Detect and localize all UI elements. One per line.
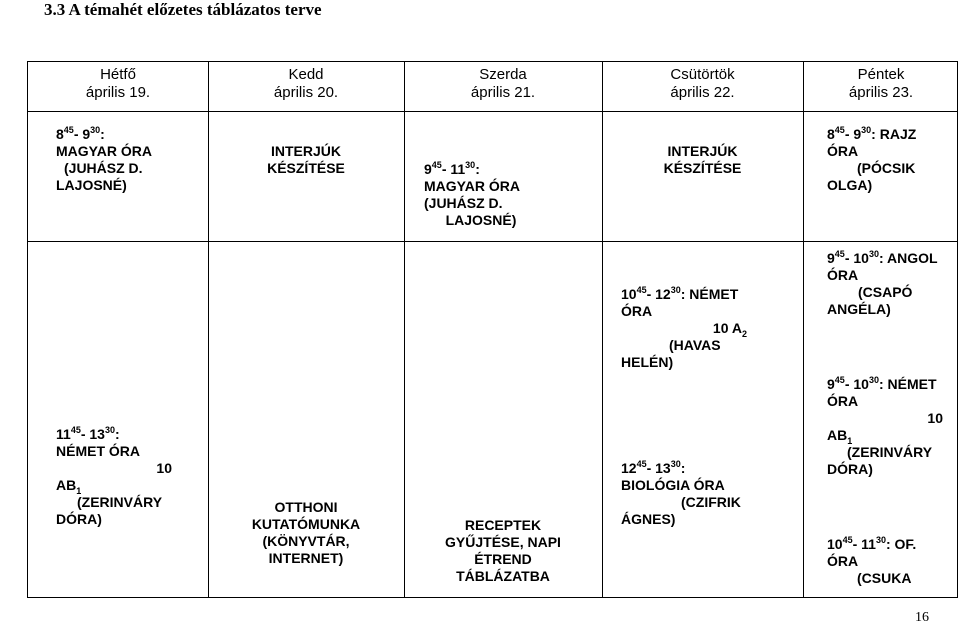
entry-monday-1: $8^{45}-$ $9^{30}$: MAGYAR ÓRA (JUHÁSZ D. LAJOSNÉ) xyxy=(56,125,152,193)
schedule-table xyxy=(27,61,958,598)
day-header-monday: Hétfő április 19. xyxy=(85,66,151,101)
day-header-friday: Péntek április 23. xyxy=(848,66,914,101)
entry-friday-2c: $10^{45}-$ $11^{30}$: OF. ÓRA (CSUKA xyxy=(827,535,917,586)
row-divider xyxy=(28,111,957,112)
column-divider xyxy=(803,62,804,597)
page-number: 16 xyxy=(915,610,929,625)
entry-wednesday-1: $9^{45}-$ $11^{30}$: MAGYAR ÓRA (JUHÁSZ D. LAJOSNÉ) xyxy=(424,160,520,228)
entry-tuesday-1: INTERJÚK KÉSZÍTÉSE xyxy=(267,143,345,176)
entry-friday-2b: $9^{45}-$ $10^{30}$: NÉMET ÓRA 10 $AB_1$ (ZERINVÁRY DÓRA) xyxy=(827,375,943,477)
day-header-tuesday: Kedd április 20. xyxy=(273,66,339,101)
entry-friday-2a: $9^{45}-$ $10^{30}$: ANGOL ÓRA (CSAPÓ ANGÉLA) xyxy=(827,249,938,317)
page-heading: 3.3 A témahét előzetes táblázatos terve xyxy=(44,0,322,19)
entry-thursday-2a: $10^{45}-$ $12^{30}$: NÉMET ÓRA 10 $A_2$ (HAVAS HELÉN) xyxy=(621,285,747,370)
entry-tuesday-2: OTTHONI KUTATÓMUNKA (KÖNYVTÁR, INTERNET) xyxy=(251,499,361,566)
entry-thursday-2b: $12^{45}-$ $13^{30}$: BIOLÓGIA ÓRA (CZIFRIK ÁGNES) xyxy=(621,459,741,527)
entry-wednesday-2: RECEPTEK GYŰJTÉSE, NAPI ÉTREND TÁBLÁZATBA xyxy=(445,517,561,584)
day-header-thursday: Csütörtök április 22. xyxy=(670,66,735,101)
entry-thursday-1: INTERJÚK KÉSZÍTÉSE xyxy=(663,143,742,176)
entry-friday-1: $8^{45}-$ $9^{30}$: RAJZ ÓRA (PÓCSIK OLGA) xyxy=(827,125,917,193)
entry-monday-2: $11^{45}-$ $13^{30}$: NÉMET ÓRA 10 $AB_1$ (ZERINVÁRY DÓRA) xyxy=(56,425,172,527)
row-divider xyxy=(28,241,957,242)
day-header-wednesday: Szerda április 21. xyxy=(470,66,536,101)
